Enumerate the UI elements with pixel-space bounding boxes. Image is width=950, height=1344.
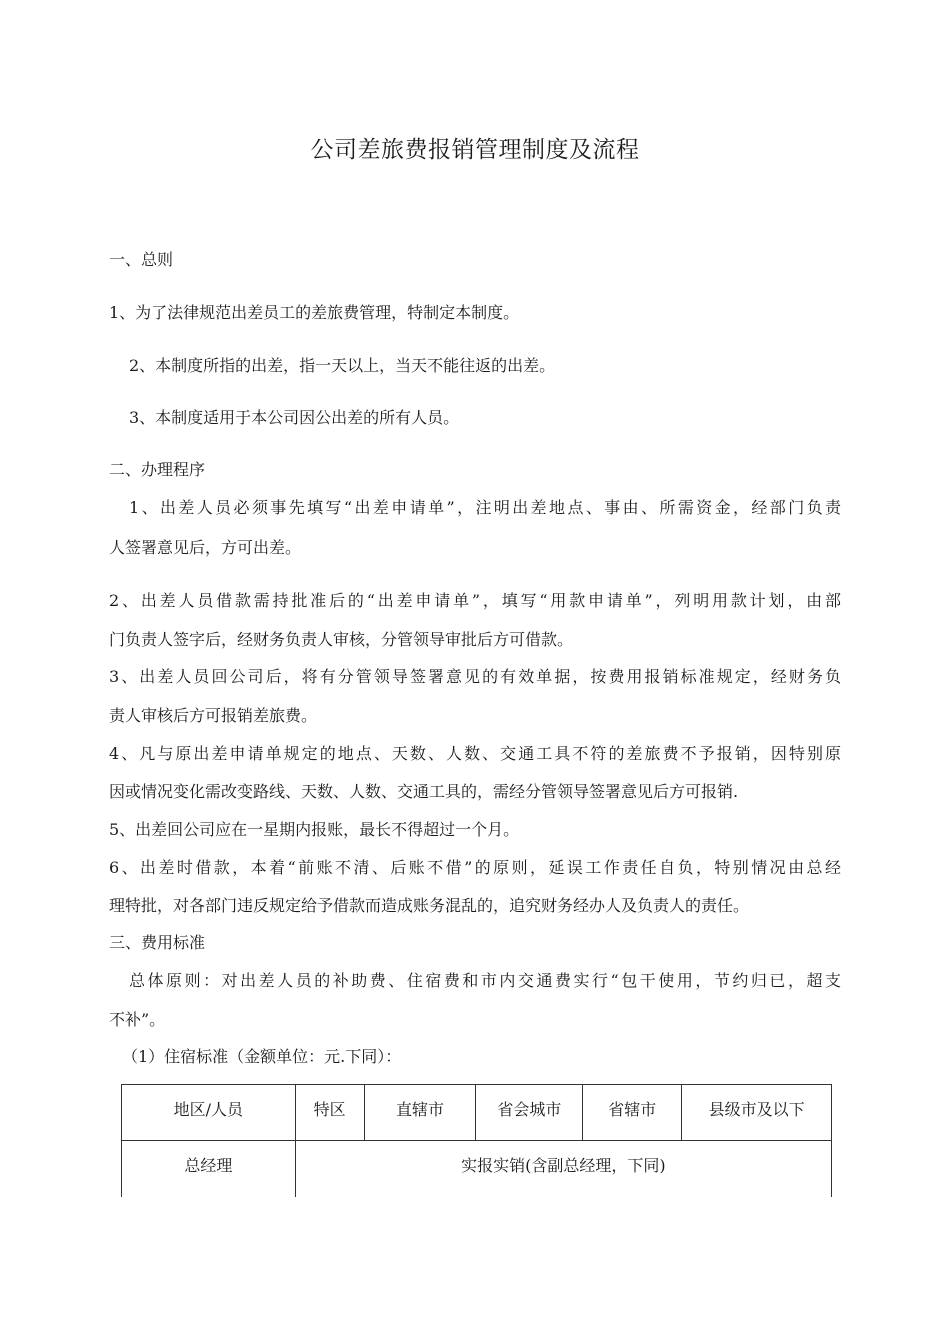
section2-item-1-line1: 1、出差人员必须事先填写“出差申请单”，注明出差地点、事由、所需资金，经部门负责 bbox=[129, 498, 841, 517]
section1-item-1: 1、为了法律规范出差员工的差旅费管理，特制定本制度。 bbox=[109, 303, 520, 322]
section2-item-4-line1: 4、凡与原出差申请单规定的地点、天数、人数、交通工具不符的差旅费不予报销，因特别原 bbox=[109, 744, 841, 763]
table-header-cell: 县级市及以下 bbox=[682, 1085, 832, 1141]
table-header-cell: 特区 bbox=[295, 1085, 364, 1141]
table-header-cell: 省辖市 bbox=[583, 1085, 682, 1141]
section2-item-4-line2: 因或情况变化需改变路线、天数、人数、交通工具的，需经分管领导签署意见后方可报销. bbox=[109, 782, 739, 801]
table-header-cell: 地区/人员 bbox=[122, 1085, 296, 1141]
section2-item-2-line1: 2、出差人员借款需持批准后的“出差申请单”，填写“用款申请单”，列明用款计划，由部 bbox=[109, 591, 841, 610]
table-row bbox=[122, 1141, 832, 1198]
section2-item-1-line2: 人签署意见后，方可出差。 bbox=[109, 538, 302, 557]
table-cell-note: 实报实销(含副总经理，下同) bbox=[295, 1141, 831, 1198]
section1-heading: 一、总则 bbox=[109, 250, 174, 269]
table-header-cell: 省会城市 bbox=[476, 1085, 583, 1141]
section3-principle-line1: 总体原则：对出差人员的补助费、住宿费和市内交通费实行“包干使用，节约归已，超支 bbox=[129, 971, 841, 990]
table-header-row bbox=[122, 1085, 832, 1141]
section2-item-3-line2: 责人审核后方可报销差旅费。 bbox=[109, 706, 318, 725]
section2-heading: 二、办理程序 bbox=[109, 460, 206, 479]
section3-heading: 三、费用标准 bbox=[109, 933, 206, 952]
section1-item-3: 3、本制度适用于本公司因公出差的所有人员。 bbox=[129, 408, 460, 427]
table-header-cell: 直辖市 bbox=[364, 1085, 476, 1141]
section2-item-5: 5、出差回公司应在一星期内报账，最长不得超过一个月。 bbox=[109, 820, 520, 839]
lodging-standard-label: （1）住宿标准（金额单位：元.下同）： bbox=[122, 1047, 402, 1066]
document-title: 公司差旅费报销管理制度及流程 bbox=[310, 137, 640, 163]
section3-principle-line2: 不补”。 bbox=[109, 1010, 166, 1029]
lodging-standard-table bbox=[121, 1084, 832, 1197]
section2-item-2-line2: 门负责人签字后，经财务负责人审核，分管领导审批后方可借款。 bbox=[109, 630, 574, 649]
section1-item-2: 2、本制度所指的出差，指一天以上，当天不能往返的出差。 bbox=[129, 356, 556, 375]
table-cell-role: 总经理 bbox=[122, 1141, 296, 1198]
section2-item-6-line1: 6、出差时借款，本着“前账不清、后账不借”的原则，延误工作责任自负，特别情况由总经 bbox=[109, 858, 841, 877]
section2-item-3-line1: 3、出差人员回公司后，将有分管领导签署意见的有效单据，按费用报销标准规定，经财务负 bbox=[109, 667, 841, 686]
section2-item-6-line2: 理特批，对各部门违反规定给予借款而造成账务混乱的，追究财务经办人及负责人的责任。 bbox=[109, 896, 750, 915]
